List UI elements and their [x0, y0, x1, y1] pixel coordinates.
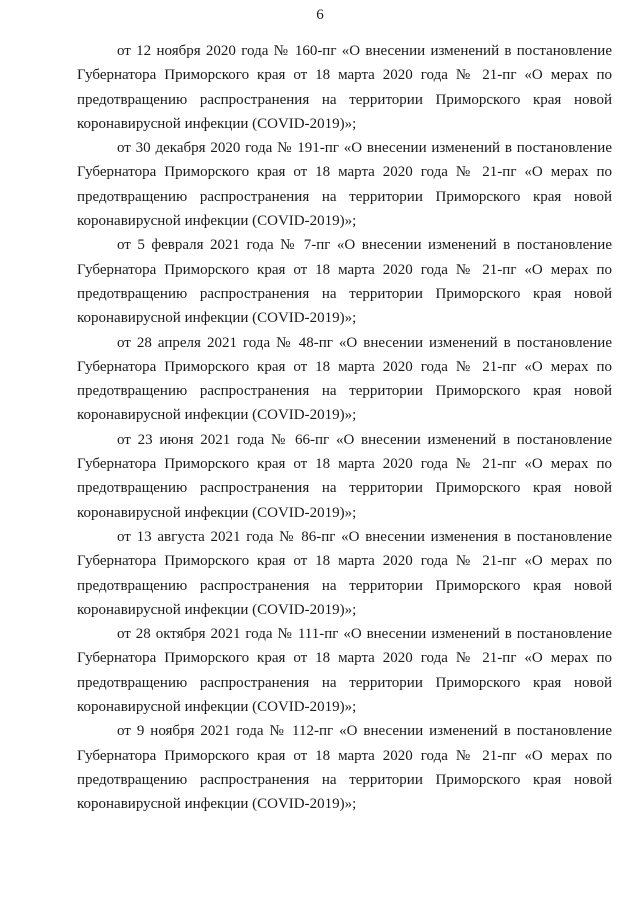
paragraph-8: от 9 ноября 2021 года № 112-пг «О внесении изменений в постановление Губернатора Приморского края от 18 марта 2020 года № 21-пг «О мерах по предотвращению распространения на территории Приморского края новой коронавирусной инфекции (COVID-2019)»;: [77, 723, 612, 813]
document-body: [77, 39, 612, 817]
paragraph-7: от 28 октября 2021 года № 111-пг «О внесении изменений в постановление Губернатора Приморского края от 18 марта 2020 года № 21-пг «О мерах по предотвращению распространения на территории Приморского края новой коронавирусной инфекции (COVID-2019)»;: [77, 626, 612, 716]
page-number: 6: [316, 7, 324, 23]
paragraph-6: от 13 августа 2021 года № 86-пг «О внесении изменения в постановление Губернатора Приморского края от 18 марта 2020 года № 21-пг «О мерах по предотвращению распространения на территории Приморского края новой коронавирусной инфекции (COVID-2019)»;: [77, 528, 612, 618]
paragraph-1: от 12 ноября 2020 года № 160-пг «О внесении изменений в постановление Губернатора Приморского края от 18 марта 2020 года № 21-пг «О мерах по предотвращению распространения на территории Приморского края новой коронавирусной инфекции (COVID-2019)»;: [77, 43, 612, 132]
paragraph-4: от 28 апреля 2021 года № 48-пг «О внесении изменений в постановление Губернатора Приморского края от 18 марта 2020 года № 21-пг «О мерах по предотвращению распространения на территории Приморского края новой коронавирусной инфекции (COVID-2019)»;: [77, 334, 612, 424]
paragraph-5: от 23 июня 2021 года № 66-пг «О внесении изменений в постановление Губернатора Приморского края от 18 марта 2020 года № 21-пг «О мерах по предотвращению распространения на территории Приморского края новой коронавирусной инфекции (COVID-2019)»;: [77, 431, 612, 521]
paragraph-3: от 5 февраля 2021 года № 7-пг «О внесении изменений в постановление Губернатора Приморского края от 18 марта 2020 года № 21-пг «О мерах по предотвращению распространения на территории Приморского края новой коронавирусной инфекции (COVID-2019)»;: [77, 237, 612, 327]
paragraph-2: от 30 декабря 2020 года № 191-пг «О внесении изменений в постановление Губернатора Приморского края от 18 марта 2020 года № 21-пг «О мерах по предотвращению распространения на территории Приморского края новой коронавирусной инфекции (COVID-2019)»;: [77, 140, 612, 230]
